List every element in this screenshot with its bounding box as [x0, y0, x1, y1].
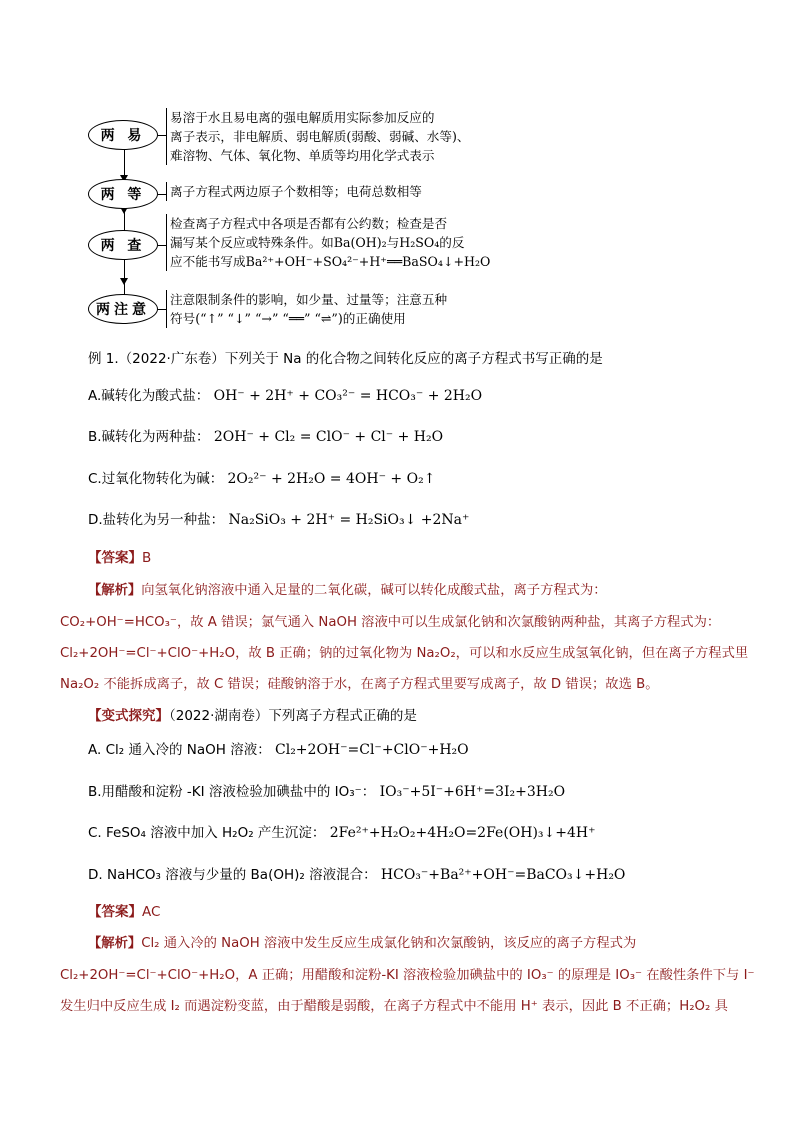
node-text-line: 离子表示，非电解质、弱电解质(弱酸、弱碱、水等)、: [170, 129, 470, 144]
analysis-label: 【解析】: [88, 936, 142, 951]
analysis-text: 向氢氧化钠溶液中通入足量的二氧化碳，碱可以转化成酸式盐，离子方程式为：: [141, 583, 607, 598]
variant-analysis-line-3: 发生归中反应生成 I₂ 而遇淀粉变蓝，由于醋酸是弱酸，在离子方程式中不能用 H⁺ 表示，因此 B 不正确；H₂O₂ 具: [60, 999, 728, 1014]
node-two-easy-text: [166, 108, 469, 165]
node-two-attention-text: [166, 290, 447, 328]
node-two-check-text: [166, 214, 490, 271]
option-prefix: B.碱转化为两种盐：: [88, 429, 210, 445]
option-equation: 2O₂²⁻ + 2H₂O = 4OH⁻ + O₂↑: [227, 471, 436, 487]
example1-answer: [88, 549, 151, 567]
option-prefix: D.盐转化为另一种盐：: [88, 512, 225, 528]
example1-analysis-line-1: [88, 582, 607, 600]
node-two-equal: 两 等: [88, 179, 158, 209]
node-connector: [158, 135, 166, 136]
option-prefix: D. NaHCO₃ 溶液与少量的 Ba(OH)₂ 溶液混合：: [88, 867, 377, 883]
node-text-line: 易溶于水且易电离的强电解质用实际参加反应的: [170, 110, 435, 125]
variant-question: [88, 707, 417, 725]
node-connector: [158, 309, 166, 310]
node-text-line: 注意限制条件的影响，如少量、过量等；注意五种: [170, 292, 448, 307]
variant-answer: [88, 903, 160, 921]
node-text-line: 漏写某个反应或特殊条件。如Ba(OH)₂与H₂SO₄的反: [170, 235, 465, 250]
node-two-easy: 两 易: [88, 120, 158, 150]
option-prefix: C.过氧化物转化为碱：: [88, 471, 224, 487]
node-connector: [158, 194, 166, 195]
node-text-line: 离子方程式两边原子个数相等；电荷总数相等: [170, 184, 422, 199]
node-text-line: 符号(“↑” “↓” “→” “══” “⇌”)的正确使用: [170, 311, 406, 326]
option-equation: 2OH⁻ + Cl₂ = ClO⁻ + Cl⁻ + H₂O: [213, 429, 444, 445]
example1-option-c: [88, 470, 435, 488]
node-two-equal-text: [166, 182, 422, 201]
example1-option-d: [88, 511, 469, 529]
example1-option-b: [88, 428, 443, 446]
option-prefix: C. FeSO₄ 溶液中加入 H₂O₂ 产生沉淀：: [88, 825, 326, 841]
variant-option-c: [88, 824, 596, 842]
variant-option-b: [88, 783, 565, 801]
option-prefix: B.用醋酸和淀粉 -KI 溶液检验加碘盐中的 IO₃⁻：: [88, 784, 376, 800]
answer-value: AC: [142, 904, 161, 920]
example1-option-a: [88, 387, 482, 405]
arrow-down-icon: [120, 278, 128, 285]
analysis-label: 【解析】: [88, 583, 142, 598]
ion-equation-rules-diagram: [88, 106, 491, 331]
variant-option-d: [88, 866, 625, 884]
option-equation: Cl₂+2OH⁻=Cl⁻+ClO⁻+H₂O: [275, 742, 469, 758]
variant-label: 【变式探究】: [88, 708, 169, 724]
answer-label: 【答案】: [88, 550, 142, 566]
analysis-text: Cl₂ 通入冷的 NaOH 溶液中发生反应生成氯化钠和次氯酸钠，该反应的离子方程式为: [141, 936, 637, 951]
option-equation: 2Fe²⁺+H₂O₂+4H₂O=2Fe(OH)₃↓+4H⁺: [329, 825, 596, 841]
option-equation: HCO₃⁻+Ba²⁺+OH⁻=BaCO₃↓+H₂O: [380, 867, 626, 883]
answer-label: 【答案】: [88, 904, 142, 920]
option-prefix: A.碱转化为酸式盐：: [88, 388, 210, 404]
example1-analysis-line-2: CO₂+OH⁻=HCO₃⁻，故 A 错误；氯气通入 NaOH 溶液中可以生成氯化钠和次氯酸钠两种盐，其离子方程式为：: [60, 615, 721, 630]
node-two-attention: 两注意: [88, 294, 158, 324]
node-text-line: 应不能书写成Ba²⁺+OH⁻+SO₄²⁻+H⁺══BaSO₄↓+H₂O: [170, 254, 491, 269]
answer-value: B: [142, 550, 152, 566]
option-equation: OH⁻ + 2H⁺ + CO₃²⁻ = HCO₃⁻ + 2H₂O: [213, 388, 483, 404]
option-prefix: A. Cl₂ 通入冷的 NaOH 溶液：: [88, 742, 271, 758]
variant-analysis-line-1: [88, 935, 636, 953]
example1-analysis-line-3: Cl₂+2OH⁻=Cl⁻+ClO⁻+H₂O，故 B 正确；钠的过氧化物为 Na₂O₂，可以和水反应生成氢氧化钠，但在离子方程式里: [60, 646, 749, 661]
example1-analysis-line-4: Na₂O₂ 不能拆成离子，故 C 错误；硅酸钠溶于水，在离子方程式里要写成离子，故 D 错误；故选 B。: [60, 677, 659, 692]
variant-analysis-line-2: Cl₂+2OH⁻=Cl⁻+ClO⁻+H₂O，A 正确；用醋酸和淀粉-KI 溶液检验加碘盐中的 IO₃⁻ 的原理是 IO₃⁻ 在酸性条件下与 I⁻: [60, 968, 755, 983]
example1-question: 例 1.（2022·广东卷）下列关于 Na 的化合物之间转化反应的离子方程式书写正确的是: [88, 351, 603, 367]
node-text-line: 难溶物、气体、氧化物、单质等均用化学式表示: [170, 148, 435, 163]
node-connector: [158, 245, 166, 246]
variant-option-a: [88, 741, 469, 759]
option-equation: Na₂SiO₃ + 2H⁺ = H₂SiO₃↓ +2Na⁺: [228, 512, 470, 528]
node-text-line: 检查离子方程式中各项是否都有公约数；检查是否: [170, 216, 448, 231]
variant-question-text: （2022·湖南卷）下列离子方程式正确的是: [169, 708, 417, 724]
diagram-spine-line: [124, 124, 125, 320]
option-equation: IO₃⁻+5I⁻+6H⁺=3I₂+3H₂O: [379, 784, 566, 800]
node-two-check: 两 查: [88, 230, 158, 260]
